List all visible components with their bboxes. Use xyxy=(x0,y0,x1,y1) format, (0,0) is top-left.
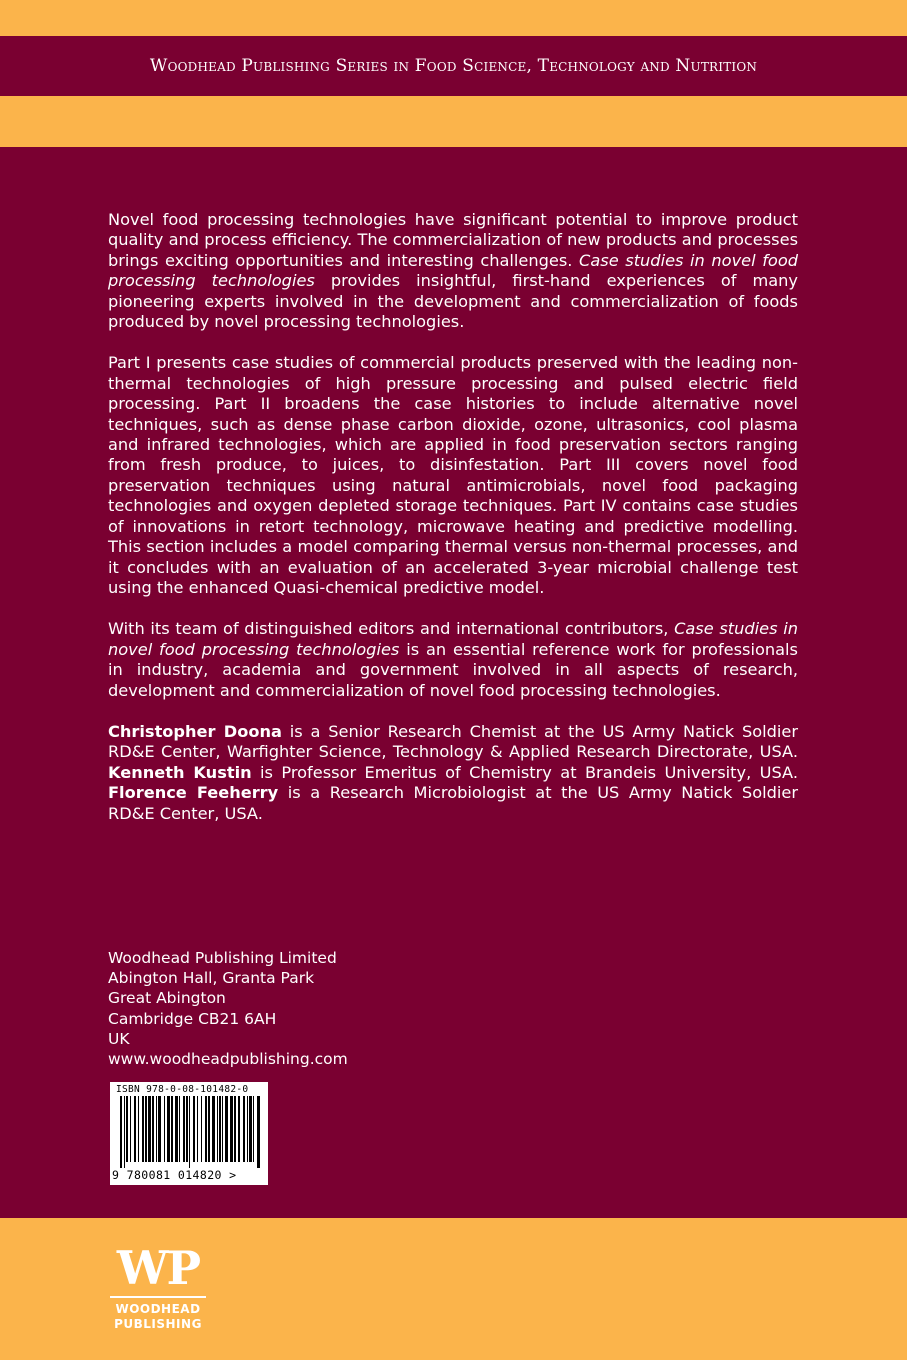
editor-name: Christopher Doona xyxy=(108,721,282,741)
description-paragraph-1: Novel food processing technologies have significant potential to improve product quality and process efficiency. The commercialization of new products and processes brings exciting opportunities and interesting challenges. Case studies in novel food processing technologies provides insightful, first-hand experiences of many pioneering experts involved in the development and commercialization of foods produced by novel processing technologies. xyxy=(108,210,798,332)
editors-paragraph: Christopher Doona is a Senior Research Chemist at the US Army Natick Soldier RD&E Center, Warfighter Science, Technology & Applied Research Directorate, USA. Kenneth Kustin is Professor Emeritus of Chemistry at Brandeis University, USA. Florence Feeherry is a Research Microbiologist at the US Army Natick Soldier RD&E Center, USA. xyxy=(108,721,799,823)
top-gold-band-lower xyxy=(0,96,907,147)
logo-mark: WP xyxy=(116,1241,200,1295)
logo-divider xyxy=(110,1296,206,1298)
isbn-barcode xyxy=(110,1082,268,1185)
address-line: Great Abington xyxy=(108,989,226,1008)
book-title-italic: Case studies in novel food processing technologies xyxy=(108,619,798,659)
editor-name: Kenneth Kustin xyxy=(108,762,252,782)
address-line: Cambridge CB21 6AH xyxy=(108,1009,277,1028)
editor-name: Florence Feeherry xyxy=(108,783,279,803)
woodhead-publishing-logo xyxy=(108,1241,208,1332)
book-title-italic: Case studies in novel food processing technologies xyxy=(108,250,798,291)
address-line: Woodhead Publishing Limited xyxy=(108,949,337,967)
address-line: Abington Hall, Granta Park xyxy=(108,969,315,988)
publisher-address xyxy=(108,948,348,1069)
publisher-website-link[interactable]: www.woodheadpublishing.com xyxy=(108,1050,348,1069)
series-title: Woodhead Publishing Series in Food Science, Technology and Nutrition xyxy=(149,56,758,76)
description-paragraph-3: With its team of distinguished editors and international contributors, Case studies in novel food processing technologies is an essential reference work for professionals in industry, academia and government involved in all aspects of research, development and commercialization of novel food processing technologies. xyxy=(108,619,798,700)
address-line: UK xyxy=(108,1029,130,1048)
description-paragraph-2: Part I presents case studies of commercial products preserved with the leading non-thermal technologies of high pressure processing and pulsed electric field processing. Part II broadens the case histories to include alternative novel techniques, such as dense phase carbon dioxide, ozone, ultrasonics, cool plasma and infrared technologies, which are applied in food preservation sectors ranging from fresh produce, to juices, to disinfestation. Part III covers novel food preservation techniques using natural antimicrobials, novel food packaging technologies and oxygen depleted storage techniques. Part IV contains case studies of innovations in retort technology, microwave heating and predictive modelling. This section includes a model comparing thermal versus non-thermal processes, and it concludes with an evaluation of an accelerated 3-year microbial challenge test using the enhanced Quasi-chemical predictive model. xyxy=(108,353,798,597)
back-cover-text xyxy=(108,210,798,845)
barcode-digits: 9 780081 014820 > xyxy=(112,1168,237,1182)
isbn-text: ISBN 978-0-08-101482-0 xyxy=(116,1084,249,1095)
logo-name: WOODHEAD PUBLISHING xyxy=(114,1302,202,1331)
series-banner xyxy=(0,36,907,96)
barcode-bars-icon xyxy=(120,1096,260,1168)
top-gold-band xyxy=(0,0,907,36)
